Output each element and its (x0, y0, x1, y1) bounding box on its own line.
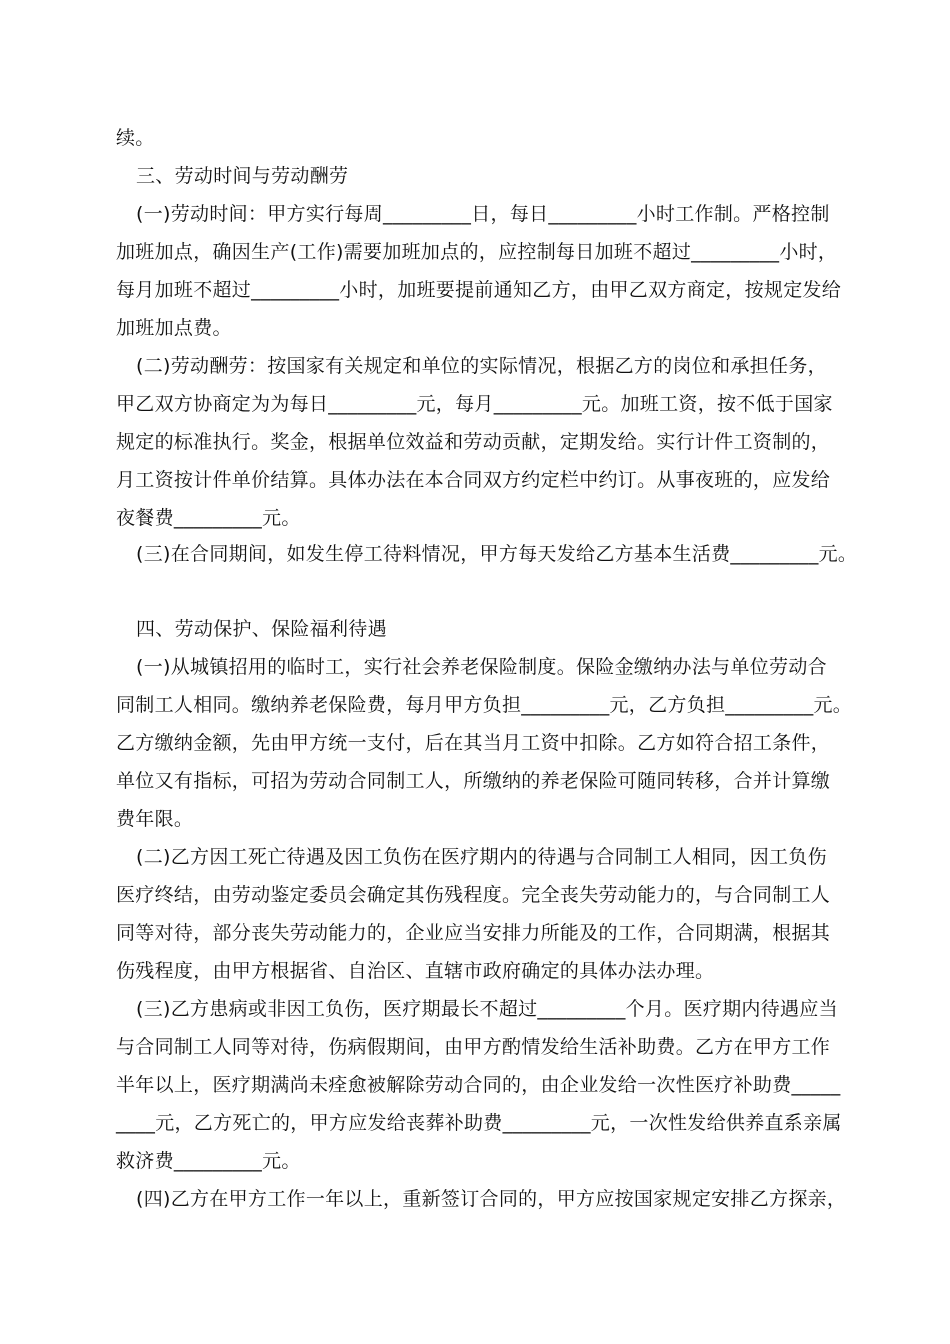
text-line: 救济费_________元。 (116, 1150, 301, 1172)
text-line: 加班加点，确因生产(工作)需要加班加点的，应控制每日加班不超过_________小时， (116, 241, 838, 263)
text-line: 加班加点费。 (116, 317, 232, 339)
text-line: 规定的标准执行。奖金，根据单位效益和劳动贡献，定期发给。实行计件工资制的， (116, 431, 831, 453)
text-line: 单位又有指标，可招为劳动合同制工人，所缴纳的养老保险可随同转移，合并计算缴 (116, 770, 831, 792)
text-line: 同等对待，部分丧失劳动能力的，企业应当安排力所能及的工作，合同期满，根据其 (116, 922, 831, 944)
text-line: 甲乙双方协商定为为每日_________元，每月_________元。加班工资，按不低于国家 (116, 393, 833, 415)
text-line: 续。 (116, 127, 155, 149)
text-line: 乙方缴纳金额，先由甲方统一支付，后在其当月工资中扣除。乙方如符合招工条件， (116, 732, 831, 754)
text-line: ____元，乙方死亡的，甲方应发给丧葬补助费_________元，一次性发给供养直系亲属 (116, 1112, 842, 1134)
text-line: 月工资按计件单价结算。具体办法在本合同双方约定栏中约订。从事夜班的，应发给 (116, 469, 831, 491)
text-line: (一)从城镇招用的临时工，实行社会养老保险制度。保险金缴纳办法与单位劳动合 (136, 656, 827, 678)
text-line: 伤残程度，由甲方根据省、自治区、直辖市政府确定的具体办法办理。 (116, 960, 715, 982)
text-line: 同制工人相同。缴纳养老保险费，每月甲方负担_________元，乙方负担_________元。 (116, 694, 853, 716)
text-line: 夜餐费_________元。 (116, 507, 301, 529)
text-line: 医疗终结，由劳动鉴定委员会确定其伤残程度。完全丧失劳动能力的，与合同制工人 (116, 884, 831, 906)
text-line: 与合同制工人同等对待，伤病假期间，由甲方酌情发给生活补助费。乙方在甲方工作 (116, 1036, 831, 1058)
section-heading: 三、劳动时间与劳动酬劳 (136, 165, 349, 187)
text-line: 半年以上，医疗期满尚未痊愈被解除劳动合同的，由企业发给一次性医疗补助费_____ (116, 1074, 841, 1096)
text-line: (二)劳动酬劳：按国家有关规定和单位的实际情况，根据乙方的岗位和承担任务， (136, 355, 827, 377)
text-line: (三)乙方患病或非因工负伤，医疗期最长不超过_________个月。医疗期内待遇应当 (136, 998, 838, 1020)
text-line: (四)乙方在甲方工作一年以上，重新签订合同的，甲方应按国家规定安排乙方探亲， (136, 1188, 847, 1210)
text-line: 每月加班不超过_________小时，加班要提前通知乙方，由甲乙双方商定，按规定发给 (116, 279, 842, 301)
text-line: 费年限。 (116, 808, 194, 830)
text-line: (三)在合同期间，如发生停工待料情况，甲方每天发给乙方基本生活费_________元。 (136, 543, 858, 565)
text-line: (二)乙方因工死亡待遇及因工负伤在医疗期内的待遇与合同制工人相同，因工负伤 (136, 846, 827, 868)
text-line: (一)劳动时间：甲方实行每周_________日，每日_________小时工作制。严格控制 (136, 203, 830, 225)
section-heading: 四、劳动保护、保险福利待遇 (136, 618, 387, 640)
